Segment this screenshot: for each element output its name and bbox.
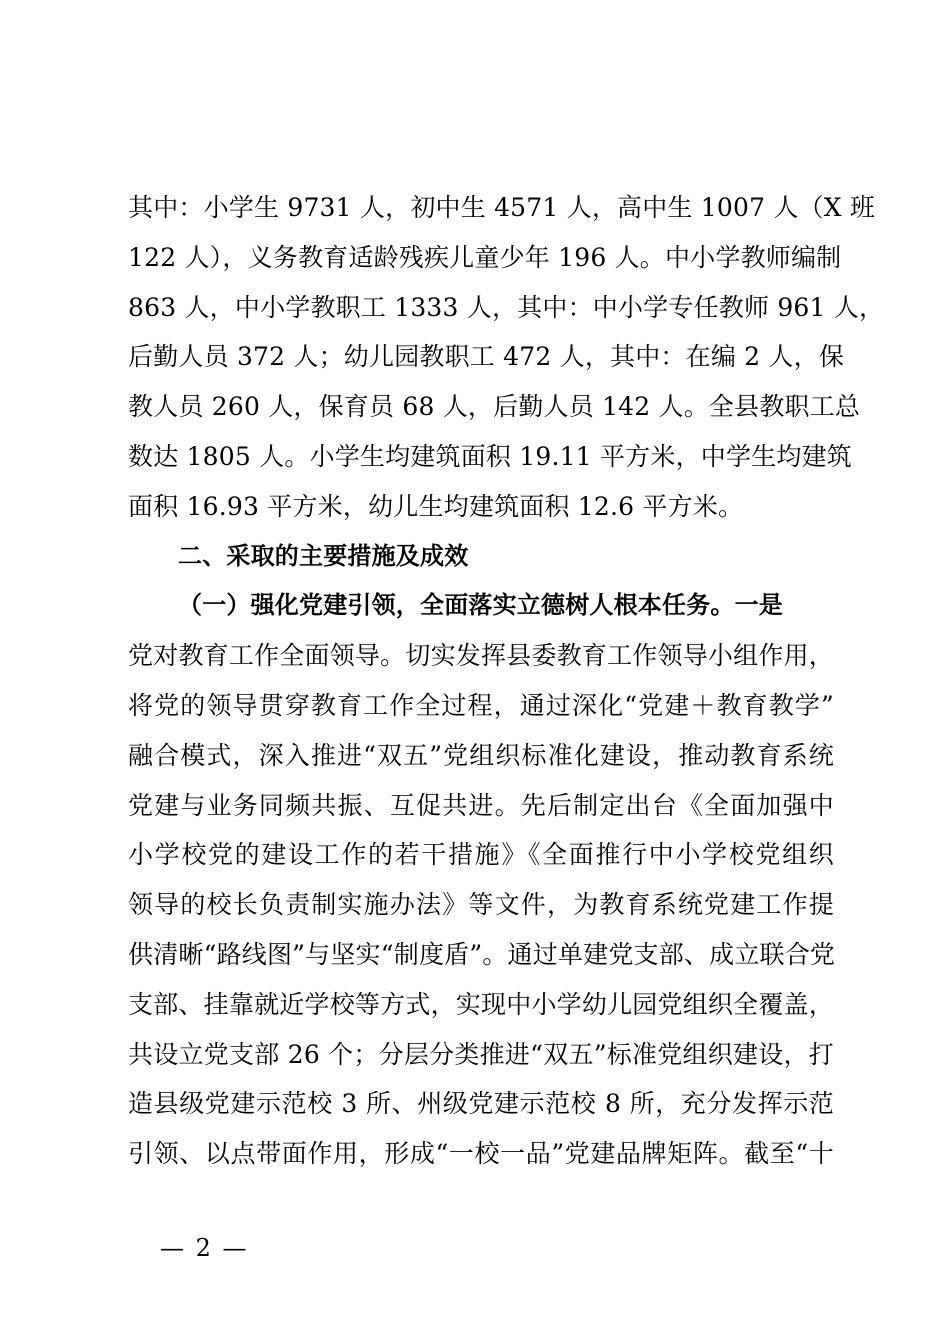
page-number: — 2 — [160,1234,249,1262]
text-line: 小学校党的建设工作的若干措施》《全面推行中小学校党组织 [128,840,834,870]
text-line: 引领、以点带面作用，形成“一校一品”党建品牌矩阵。截至“十 [128,1139,834,1169]
text-line: 863 人，中小学教职工 1333 人，其中：中小学专任教师 961 人， [128,292,885,322]
text-line: 党对教育工作全面领导。切实发挥县委教育工作领导小组作用， [128,641,834,671]
text-line: 将党的领导贯穿教育工作全过程，通过深化“党建＋教育教学” [128,690,834,720]
text-line: 共设立党支部 26 个；分层分类推进“双五”标准党组织建设，打 [128,1039,834,1069]
text-line: 面积 16.93 平方米，幼儿生均建筑面积 12.6 平方米。 [128,491,744,521]
text-line: 供清晰“路线图”与坚实“制度盾”。通过单建党支部、成立联合党 [128,939,836,969]
text-line: 造县级党建示范校 3 所、州级党建示范校 8 所，充分发挥示范 [128,1089,834,1119]
text-line: 后勤人员 372 人；幼儿园教职工 472 人，其中：在编 2 人，保 [128,342,845,372]
section-heading: 二、采取的主要措施及成效 [178,541,469,570]
text-line: 领导的校长负责制实施办法》等文件，为教育系统党建工作提 [128,890,834,920]
text-line: 党建与业务同频共振、互促共进。先后制定出台《全面加强中 [128,790,834,820]
text-line: 融合模式，深入推进“双五”党组织标准化建设，推动教育系统 [128,740,834,770]
subsection-title: （一）强化党建引领，全面落实立德树人根本任务。一是 [178,591,783,620]
text-line: 支部、挂靠就近学校等方式，实现中小学幼儿园党组织全覆盖， [128,989,834,1019]
text-line: 122 人），义务教育适龄残疾儿童少年 196 人。中小学教师编制 [128,242,842,272]
text-line: 数达 1805 人。小学生均建筑面积 19.11 平方米，中学生均建筑 [128,441,852,471]
text-line: 教人员 260 人，保育员 68 人，后勤人员 142 人。全县教职工总 [128,392,861,422]
text-line: 其中：小学生 9731 人，初中生 4571 人，高中生 1007 人（X 班 [128,193,876,222]
document-body [128,183,885,1179]
